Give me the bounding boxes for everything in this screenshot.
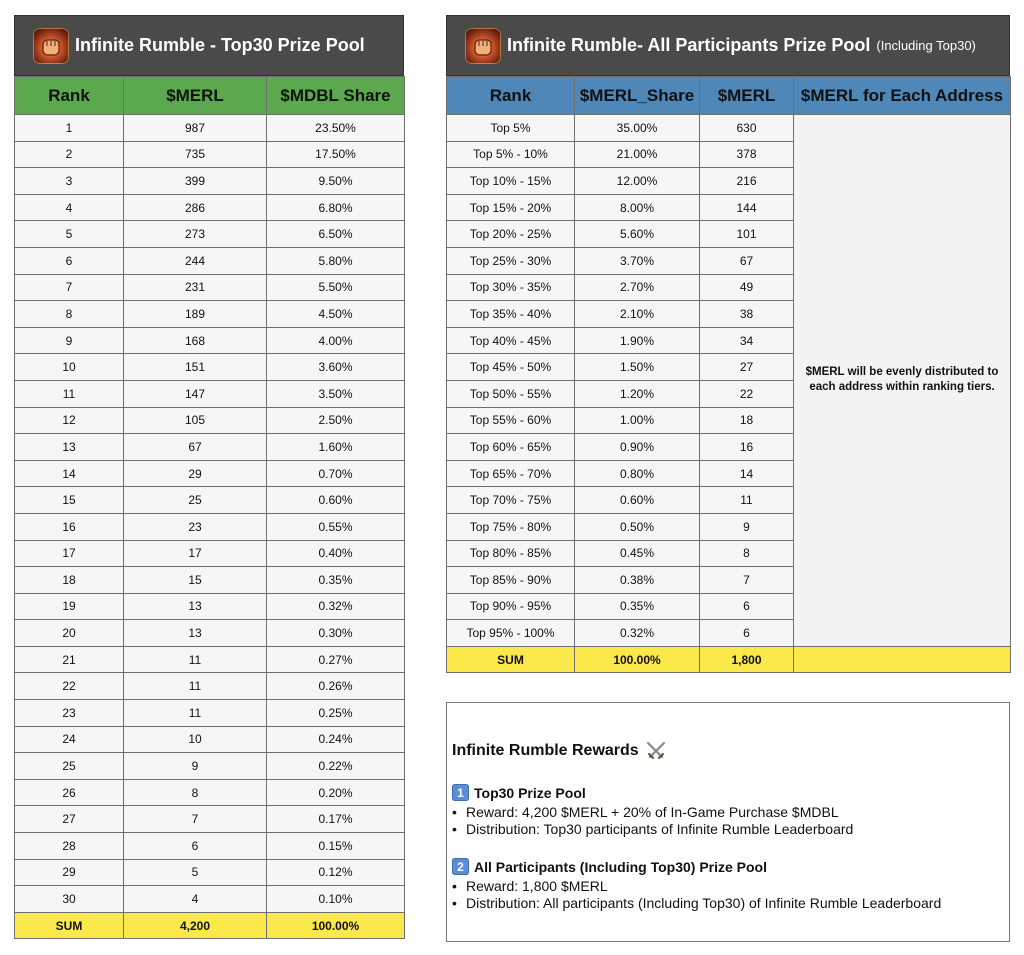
header-rank: Rank: [447, 77, 575, 115]
distribution-note: $MERL will be evenly distributed to each address within ranking tiers.: [794, 115, 1011, 647]
table-cell: 0.90%: [575, 434, 700, 461]
table-cell: SUM: [447, 646, 575, 673]
header-mdbl-share: $MDBL Share: [267, 77, 405, 115]
table-row: [15, 726, 405, 753]
table-row: [15, 141, 405, 168]
table-row: [15, 620, 405, 647]
table-cell: 24: [15, 726, 124, 753]
table-cell: 17: [15, 540, 124, 567]
sum-row: [447, 646, 1011, 673]
table-row: [15, 859, 405, 886]
table-cell: 273: [124, 221, 267, 248]
header-merl: $MERL: [124, 77, 267, 115]
table-cell: 8: [124, 779, 267, 806]
list-item: • Distribution: All participants (Including Top30) of Infinite Rumble Leaderboard: [452, 895, 942, 911]
table-cell: 49: [700, 274, 794, 301]
table-cell: 2.10%: [575, 301, 700, 328]
table-cell: 27: [700, 354, 794, 381]
table-row: [15, 407, 405, 434]
table-cell: 10: [124, 726, 267, 753]
table-cell: 16: [700, 434, 794, 461]
table-cell: 2.70%: [575, 274, 700, 301]
top30-prize-table: [14, 76, 405, 939]
table-cell: 34: [700, 327, 794, 354]
table-cell: 100.00%: [267, 912, 405, 939]
table-row: [15, 274, 405, 301]
list-item: • Reward: 1,800 $MERL: [452, 878, 608, 894]
table-cell: 11: [700, 487, 794, 514]
table-cell: Top 20% - 25%: [447, 221, 575, 248]
table-cell: 399: [124, 168, 267, 195]
table-cell: 5.60%: [575, 221, 700, 248]
table-cell: 6: [15, 247, 124, 274]
table-row: [15, 567, 405, 594]
table-cell: 6: [124, 833, 267, 860]
table-cell: 9: [15, 327, 124, 354]
table-cell: 5.80%: [267, 247, 405, 274]
table-cell: 6.50%: [267, 221, 405, 248]
table-row: [15, 886, 405, 913]
table-cell: 0.45%: [575, 540, 700, 567]
list-item: • Reward: 4,200 $MERL + 20% of In-Game Purchase $MDBL: [452, 804, 839, 820]
table-cell: 4: [15, 194, 124, 221]
table-cell: 2: [15, 141, 124, 168]
table-cell: 22: [700, 380, 794, 407]
header-merl: $MERL: [700, 77, 794, 115]
table-cell: 216: [700, 168, 794, 195]
table-cell: Top 15% - 20%: [447, 194, 575, 221]
table-cell: Top 85% - 90%: [447, 567, 575, 594]
table-cell: 147: [124, 380, 267, 407]
fist-logo-icon: [465, 28, 501, 64]
table-cell: 18: [15, 567, 124, 594]
table-cell: Top 40% - 45%: [447, 327, 575, 354]
table-cell: Top 75% - 80%: [447, 513, 575, 540]
table-cell: 0.70%: [267, 460, 405, 487]
table-cell: 1.50%: [575, 354, 700, 381]
table-row: [15, 434, 405, 461]
table-cell: SUM: [15, 912, 124, 939]
table-cell: 1,800: [700, 646, 794, 673]
table-cell: 189: [124, 301, 267, 328]
list-item: • Distribution: Top30 participants of Infinite Rumble Leaderboard: [452, 821, 854, 837]
table-row: [15, 593, 405, 620]
number-one-badge-icon: 1: [452, 784, 469, 801]
table-cell: 11: [124, 646, 267, 673]
table-cell: 0.15%: [267, 833, 405, 860]
table-cell: 1: [15, 115, 124, 142]
table-cell: 0.38%: [575, 567, 700, 594]
table-cell: 5: [124, 859, 267, 886]
table-cell: 244: [124, 247, 267, 274]
table-cell: 28: [15, 833, 124, 860]
table-cell: 0.35%: [267, 567, 405, 594]
table-row: [15, 221, 405, 248]
table-cell: 30: [15, 886, 124, 913]
table-header-row: [447, 77, 1011, 115]
table-cell: 21.00%: [575, 141, 700, 168]
table-cell: Top 80% - 85%: [447, 540, 575, 567]
all-participants-prize-table: [446, 76, 1011, 673]
table-cell: Top 10% - 15%: [447, 168, 575, 195]
left-panel-title: Infinite Rumble - Top30 Prize Pool: [75, 35, 365, 55]
right-panel-title-note: (Including Top30): [876, 38, 976, 53]
table-cell: 67: [700, 247, 794, 274]
table-cell: 1.90%: [575, 327, 700, 354]
table-cell: 8: [15, 301, 124, 328]
table-cell: 29: [15, 859, 124, 886]
table-cell: Top 90% - 95%: [447, 593, 575, 620]
table-cell: 17.50%: [267, 141, 405, 168]
table-row: [15, 487, 405, 514]
section-heading: All Participants (Including Top30) Prize Pool: [474, 858, 767, 875]
table-cell: 29: [124, 460, 267, 487]
table-row: [15, 354, 405, 381]
table-cell: 6.80%: [267, 194, 405, 221]
table-cell: 168: [124, 327, 267, 354]
table-cell: 0.25%: [267, 700, 405, 727]
table-cell: 23: [15, 700, 124, 727]
table-cell: 1.60%: [267, 434, 405, 461]
header-merl-each-address: $MERL for Each Address: [794, 77, 1011, 115]
table-cell: Top 55% - 60%: [447, 407, 575, 434]
left-panel-title-bar: [14, 15, 404, 76]
table-cell: Top 5% - 10%: [447, 141, 575, 168]
table-cell: 987: [124, 115, 267, 142]
table-row: [15, 673, 405, 700]
rewards-info-box: [446, 702, 1010, 942]
table-cell: 9: [700, 513, 794, 540]
table-cell: 1.00%: [575, 407, 700, 434]
table-cell: 4: [124, 886, 267, 913]
table-cell: 0.24%: [267, 726, 405, 753]
table-row: [15, 115, 405, 142]
table-cell: 9.50%: [267, 168, 405, 195]
table-cell: 23.50%: [267, 115, 405, 142]
table-row: [15, 540, 405, 567]
table-cell: 735: [124, 141, 267, 168]
table-cell: 144: [700, 194, 794, 221]
table-cell: 0.22%: [267, 753, 405, 780]
table-cell: 9: [124, 753, 267, 780]
table-cell: [794, 646, 1011, 673]
table-cell: 18: [700, 407, 794, 434]
table-cell: 14: [15, 460, 124, 487]
table-row: [15, 513, 405, 540]
table-cell: 0.32%: [575, 620, 700, 647]
table-cell: Top 45% - 50%: [447, 354, 575, 381]
table-row: [15, 301, 405, 328]
table-cell: 16: [15, 513, 124, 540]
table-cell: 0.17%: [267, 806, 405, 833]
table-cell: 0.20%: [267, 779, 405, 806]
table-cell: 15: [15, 487, 124, 514]
table-cell: 8: [700, 540, 794, 567]
table-cell: 10: [15, 354, 124, 381]
table-cell: 0.27%: [267, 646, 405, 673]
table-cell: 2.50%: [267, 407, 405, 434]
table-cell: 0.40%: [267, 540, 405, 567]
table-row: [15, 646, 405, 673]
table-row: [15, 779, 405, 806]
table-cell: 231: [124, 274, 267, 301]
table-cell: 0.10%: [267, 886, 405, 913]
table-cell: Top 5%: [447, 115, 575, 142]
table-cell: 286: [124, 194, 267, 221]
table-cell: 25: [15, 753, 124, 780]
table-cell: 0.32%: [267, 593, 405, 620]
table-cell: 6: [700, 593, 794, 620]
header-rank: Rank: [15, 77, 124, 115]
table-cell: 13: [124, 620, 267, 647]
table-row: [15, 833, 405, 860]
table-cell: 0.60%: [267, 487, 405, 514]
table-cell: Top 25% - 30%: [447, 247, 575, 274]
table-row: [15, 327, 405, 354]
table-cell: 15: [124, 567, 267, 594]
table-cell: 0.80%: [575, 460, 700, 487]
table-cell: 6: [700, 620, 794, 647]
table-row: [15, 806, 405, 833]
table-cell: 630: [700, 115, 794, 142]
table-cell: Top 65% - 70%: [447, 460, 575, 487]
table-row: [15, 460, 405, 487]
table-cell: 105: [124, 407, 267, 434]
fist-logo-icon: [33, 28, 69, 64]
table-cell: 0.12%: [267, 859, 405, 886]
table-cell: 0.55%: [267, 513, 405, 540]
table-cell: 0.30%: [267, 620, 405, 647]
table-cell: 0.50%: [575, 513, 700, 540]
table-cell: 0.26%: [267, 673, 405, 700]
table-row: [15, 247, 405, 274]
table-cell: 100.00%: [575, 646, 700, 673]
table-cell: 7: [124, 806, 267, 833]
table-cell: 3.60%: [267, 354, 405, 381]
table-cell: 25: [124, 487, 267, 514]
table-cell: 0.35%: [575, 593, 700, 620]
table-cell: 3.50%: [267, 380, 405, 407]
table-cell: 38: [700, 301, 794, 328]
table-cell: 12: [15, 407, 124, 434]
table-cell: 101: [700, 221, 794, 248]
table-cell: 5.50%: [267, 274, 405, 301]
table-cell: 5: [15, 221, 124, 248]
table-cell: 378: [700, 141, 794, 168]
table-cell: Top 50% - 55%: [447, 380, 575, 407]
table-row: [447, 115, 1011, 142]
table-cell: 11: [124, 673, 267, 700]
table-row: [15, 380, 405, 407]
table-cell: Top 70% - 75%: [447, 487, 575, 514]
table-cell: 12.00%: [575, 168, 700, 195]
table-cell: Top 35% - 40%: [447, 301, 575, 328]
table-cell: 7: [15, 274, 124, 301]
table-cell: 14: [700, 460, 794, 487]
table-cell: Top 95% - 100%: [447, 620, 575, 647]
table-cell: 35.00%: [575, 115, 700, 142]
header-merl-share: $MERL_Share: [575, 77, 700, 115]
right-panel-title-bar: [446, 15, 1010, 76]
table-header-row: [15, 77, 405, 115]
table-cell: 1.20%: [575, 380, 700, 407]
table-cell: 8.00%: [575, 194, 700, 221]
rewards-title-row: [452, 741, 667, 761]
table-cell: 4.00%: [267, 327, 405, 354]
rewards-title: Infinite Rumble Rewards: [452, 742, 639, 759]
table-row: [15, 168, 405, 195]
table-cell: Top 30% - 35%: [447, 274, 575, 301]
section-heading: Top30 Prize Pool: [474, 784, 586, 801]
table-cell: 13: [124, 593, 267, 620]
table-cell: 4.50%: [267, 301, 405, 328]
table-cell: 0.60%: [575, 487, 700, 514]
table-cell: 20: [15, 620, 124, 647]
table-cell: 11: [15, 380, 124, 407]
table-cell: 11: [124, 700, 267, 727]
sum-row: [15, 912, 405, 939]
rewards-section-top30: [452, 784, 853, 838]
table-cell: 23: [124, 513, 267, 540]
table-row: [15, 753, 405, 780]
table-row: [15, 194, 405, 221]
table-cell: 17: [124, 540, 267, 567]
rewards-section-all-participants: [452, 858, 941, 912]
number-two-badge-icon: 2: [452, 858, 469, 875]
table-cell: 7: [700, 567, 794, 594]
table-cell: 27: [15, 806, 124, 833]
table-row: [15, 700, 405, 727]
table-cell: 151: [124, 354, 267, 381]
table-cell: 67: [124, 434, 267, 461]
table-cell: Top 60% - 65%: [447, 434, 575, 461]
table-cell: 26: [15, 779, 124, 806]
crossed-swords-icon: [645, 741, 667, 761]
table-cell: 22: [15, 673, 124, 700]
right-panel-title: Infinite Rumble- All Participants Prize Pool: [507, 35, 871, 55]
table-cell: 3.70%: [575, 247, 700, 274]
table-cell: 21: [15, 646, 124, 673]
table-cell: 4,200: [124, 912, 267, 939]
table-cell: 3: [15, 168, 124, 195]
table-cell: 13: [15, 434, 124, 461]
table-cell: 19: [15, 593, 124, 620]
